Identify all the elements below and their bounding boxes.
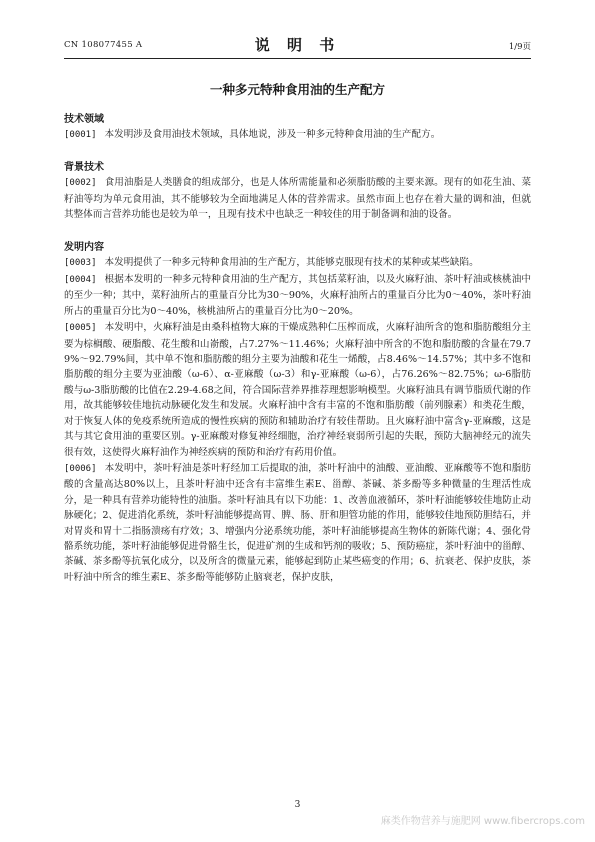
paragraph-number: [0006] xyxy=(64,463,97,474)
document-body xyxy=(64,110,531,586)
section-tech-field xyxy=(64,110,531,143)
header-divider xyxy=(64,58,531,59)
document-type: 说 明 书 xyxy=(254,36,341,54)
section-background xyxy=(64,158,531,222)
paragraph-text: 本发明涉及食用油技术领域，具体地说，涉及一种多元特种食用油的生产配方。 xyxy=(104,129,441,140)
section-heading: 背景技术 xyxy=(64,162,104,174)
paragraph-number: [0002] xyxy=(64,178,97,189)
paragraph-0003 xyxy=(64,255,531,271)
paragraph-text: 根据本发明的一种多元特种食用油的生产配方，其包括菜籽油，以及火麻籽油、茶叶籽油或核桃油中的至少一种；其中，菜籽油所占的重量百分比为30～90%，火麻籽油所占的重量百分比为0～40%，茶叶籽油所占的重量百分比为0～40%，核桃油所占的重量百分比为0～20%。 xyxy=(64,274,531,317)
paragraph-text: 本发明中，火麻籽油是由桑科植物大麻的干燥成熟种仁压榨而成，火麻籽油所含的饱和脂肪酸组分主要为棕榈酸、硬脂酸、花生酸和山嵛酸，占7.27%～11.46%；火麻籽油中所含的不饱和脂肪酸的含量在79.79%～92.79%间，其中单不饱和脂肪酸的组分主要为油酸和花生一烯酸，占8.46%～14.57%；其中多不饱和脂肪酸的组分主要为亚油酸（ω-6）、α-亚麻酸（ω-3）和γ-亚麻酸（ω-6），占76.26%～82.75%；ω-6脂肪酸与ω-3脂肪酸的比值在2.29-4.68之间，符合国际营养界推荐理想影响模型。火麻籽油具有调节脂质代谢的作用，故其能够较佳地抗动脉硬化发生和发展。火麻籽油中含有丰富的不饱和脂肪酸（前列腺素）和类花生酸，对于恢复人体的免疫系统所造成的慢性疾病的预防和辅助治疗有较佳帮助。且火麻籽油中富含γ-亚麻酸，这是其与其它食用油的重要区别。γ-亚麻酸对修复神经细胞，治疗神经衰弱所引起的失眠，预防大脑神经元的流失很有效，这使得火麻籽油作为神经疾病的预防和治疗有药用价值。 xyxy=(64,322,531,458)
section-heading: 技术领域 xyxy=(64,114,104,125)
paragraph-number: [0005] xyxy=(64,323,97,334)
paragraph-number: [0003] xyxy=(64,257,97,268)
paragraph-0001 xyxy=(64,127,531,143)
paragraph-0004 xyxy=(64,272,531,319)
section-summary xyxy=(64,238,531,586)
page-info: 1/9页 xyxy=(508,42,531,52)
paragraph-text: 本发明提供了一种多元特种食用油的生产配方，其能够克服现有技术的某种或某些缺陷。 xyxy=(104,256,479,268)
page-number: 3 xyxy=(294,800,301,810)
paragraph-0006 xyxy=(64,461,531,585)
patent-number: CN 108077455 A xyxy=(64,40,143,50)
paragraph-number: [0004] xyxy=(64,275,97,286)
paragraph-number: [0001] xyxy=(64,130,97,140)
paragraph-text: 食用油脂是人类膳食的组成部分，也是人体所需能量和必须脂肪酸的主要来源。现有的如花生油、菜籽油等均为单元食用油，其不能够较为全面地满足人体的营养需求。虽然市面上也存在着大量的调和油，但就其整体而言营养功能也是较为单一，且现有技术中也缺乏一种较佳的用于制备调和油的设备。 xyxy=(64,177,531,221)
watermark: 麻类作物营养与施肥网 www.fibercrops.com xyxy=(380,816,585,827)
paragraph-0005 xyxy=(64,320,531,460)
paragraph-0002 xyxy=(64,175,531,222)
page-header xyxy=(64,34,531,56)
paragraph-text: 本发明中，茶叶籽油是茶叶籽经加工后提取的油，茶叶籽油中的油酸、亚油酸、亚麻酸等不饱和脂肪酸的含量高达80%以上，且茶叶籽油中还含有丰富维生素E、甾醇、茶碱、茶多酚等多种微量的生理活性成分，是一种具有营养功能特性的油脂。茶叶籽油具有以下功能：1、改善血液循环，茶叶籽油能够较佳地防止动脉硬化；2、促进消化系统，茶叶籽油能够提高胃、脾、肠、肝和胆管功能的作用，能够较佳地预防胆结石，并对胃炎和胃十二指肠溃疡有疗效；3、增强内分泌系统功能，茶叶籽油能够提高生物体的新陈代谢；4、强化骨骼系统功能，茶叶籽油能够促进骨骼生长，促进矿剂的生成和钙剂的吸收；5、预防癌症，茶叶籽油中的甾醇、茶碱、茶多酚等抗氧化成分，以及所含的微量元素，能够起到防止某些癌变的作用；6、抗衰老、保护皮肤，茶叶籽油中所含的维生素E、茶多酚等能够防止脑衰老，保护皮肤， xyxy=(64,462,531,583)
invention-title: 一种多元特种食用油的生产配方 xyxy=(209,82,385,97)
section-heading: 发明内容 xyxy=(64,241,104,253)
